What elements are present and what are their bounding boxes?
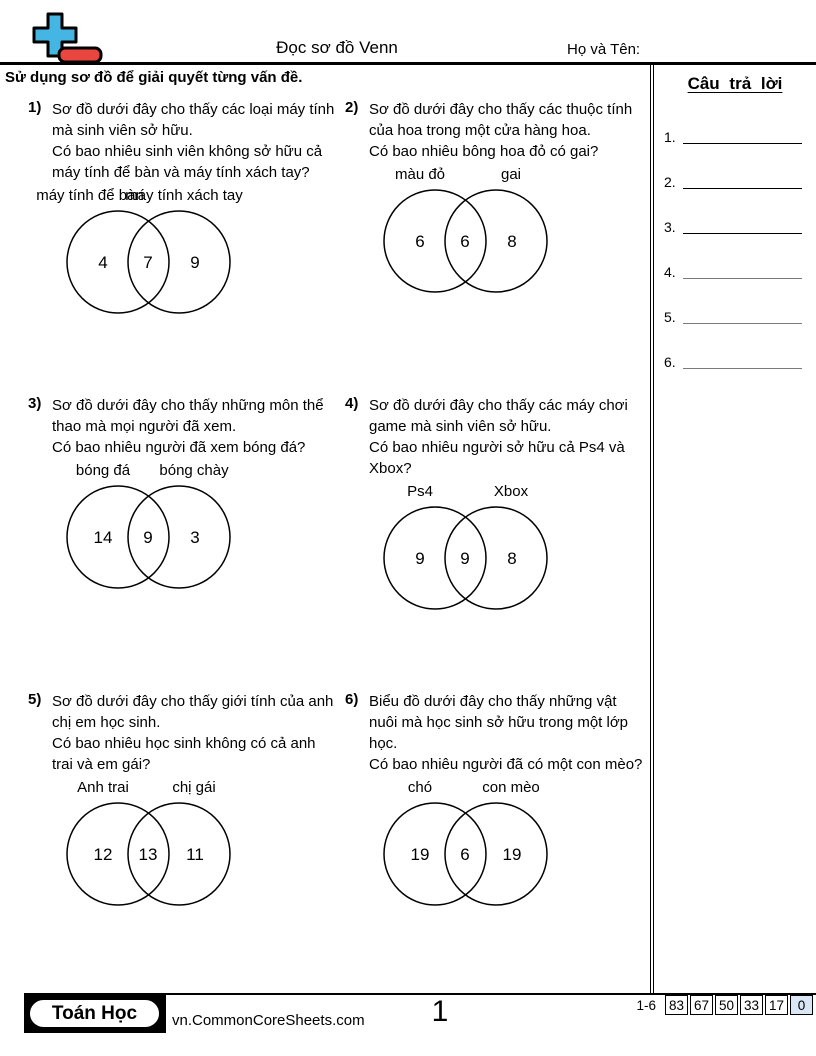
venn-left-value: 4 xyxy=(98,253,108,272)
answer-blank-field[interactable] xyxy=(683,170,802,189)
answer-number: 4. xyxy=(664,264,676,280)
venn-overlap-value: 9 xyxy=(143,528,153,547)
problem-statement: Sơ đồ dưới đây cho thấy các loại máy tính mà sinh viên sở hữu. xyxy=(52,101,335,139)
brand-label: Toán Học xyxy=(28,998,161,1029)
answer-number: 1. xyxy=(664,129,676,145)
problem-card xyxy=(28,691,345,987)
venn-diagram xyxy=(60,779,300,911)
brand-badge xyxy=(24,995,166,1033)
venn-left-value: 19 xyxy=(410,845,430,864)
problem-question: Có bao nhiêu bông hoa đỏ có gai? xyxy=(369,143,599,160)
venn-right-value: 3 xyxy=(190,528,200,547)
problem-question: Có bao nhiêu sinh viên không sở hữu cả máy tính để bàn và máy tính xách tay? xyxy=(52,143,323,181)
problem-card xyxy=(345,99,650,395)
venn-circles xyxy=(60,207,300,319)
answer-number: 5. xyxy=(664,309,676,325)
name-label: Họ và Tên: xyxy=(567,41,641,58)
answer-number: 6. xyxy=(664,354,676,370)
venn-right-label: con mèo xyxy=(482,779,540,796)
venn-circles xyxy=(60,799,300,911)
venn-overlap-value: 6 xyxy=(460,232,470,251)
venn-left-label: bóng đá xyxy=(75,462,131,479)
problem-number: 2) xyxy=(345,99,359,116)
venn-left-circle xyxy=(384,190,486,292)
answer-row xyxy=(664,305,802,324)
venn-right-label: Xbox xyxy=(493,483,529,500)
problem-card xyxy=(345,691,650,987)
venn-left-circle xyxy=(67,211,169,313)
score-cell: 67 xyxy=(690,995,713,1015)
answers-sidebar xyxy=(650,65,816,993)
score-cell: 0 xyxy=(790,995,813,1015)
venn-left-label: chó xyxy=(407,779,433,796)
problem-statement: Biểu đồ dưới đây cho thấy những vật nuôi mà học sinh sở hữu trong một lớp học. xyxy=(369,693,629,752)
problem-number: 5) xyxy=(28,691,42,708)
problem-question: Có bao nhiêu người đã xem bóng đá? xyxy=(52,439,306,456)
answers-title: Câu trả lời xyxy=(687,74,783,93)
answer-blank-field[interactable] xyxy=(683,305,802,324)
problem-card xyxy=(345,395,650,691)
venn-right-label: bóng chày xyxy=(159,462,229,479)
venn-right-label: chị gái xyxy=(172,779,216,796)
answer-row xyxy=(664,170,802,189)
commoncoresheets-logo-icon xyxy=(20,10,104,69)
answer-blank-field[interactable] xyxy=(683,350,802,369)
instruction-text: Sử dụng sơ đồ để giải quyết từng vấn đề. xyxy=(5,69,303,86)
venn-left-circle xyxy=(384,507,486,609)
venn-circles xyxy=(377,799,617,911)
venn-overlap-value: 13 xyxy=(138,845,158,864)
venn-left-circle xyxy=(67,486,169,588)
venn-diagram xyxy=(377,779,617,911)
venn-left-value: 9 xyxy=(415,549,425,568)
venn-circles xyxy=(377,503,617,615)
venn-right-value: 8 xyxy=(507,232,517,251)
problem-number: 4) xyxy=(345,395,359,412)
venn-left-value: 12 xyxy=(93,845,113,864)
problem-statement: Sơ đồ dưới đây cho thấy các máy chơi game mà sinh viên sở hữu. xyxy=(369,397,628,435)
venn-right-label: gai xyxy=(500,166,522,183)
venn-left-label: Ps4 xyxy=(407,483,433,500)
problem-number: 1) xyxy=(28,99,42,116)
problem-question: Có bao nhiêu người đã có một con mèo? xyxy=(369,756,643,773)
answer-row xyxy=(664,125,802,144)
page-number: 1 xyxy=(431,995,449,1028)
problem-number: 3) xyxy=(28,395,42,412)
answer-number: 3. xyxy=(664,219,676,235)
answer-row xyxy=(664,215,802,234)
venn-diagram xyxy=(60,462,300,594)
venn-right-value: 9 xyxy=(190,253,200,272)
answer-blank-field[interactable] xyxy=(683,125,802,144)
answer-row xyxy=(664,260,802,279)
problems-grid xyxy=(0,99,650,987)
venn-overlap-value: 9 xyxy=(460,549,470,568)
score-cell: 17 xyxy=(765,995,788,1015)
answer-blank-field[interactable] xyxy=(683,215,802,234)
problem-question: Có bao nhiêu học sinh không có cả anh trai và em gái? xyxy=(52,735,316,773)
problem-question: Có bao nhiêu người sở hữu cả Ps4 và Xbox? xyxy=(369,439,625,477)
venn-right-value: 8 xyxy=(507,549,517,568)
venn-left-circle xyxy=(384,803,486,905)
venn-right-value: 11 xyxy=(186,845,204,864)
score-range-label: 1-6 xyxy=(636,997,656,1013)
problem-card xyxy=(28,395,345,691)
venn-diagram xyxy=(377,166,617,298)
venn-right-label: máy tính xách tay xyxy=(125,187,243,204)
score-cell: 33 xyxy=(740,995,763,1015)
venn-left-label: Anh trai xyxy=(77,779,129,796)
answer-blank-field[interactable] xyxy=(683,260,802,279)
problem-card xyxy=(28,99,345,395)
venn-diagram xyxy=(36,187,300,319)
venn-overlap-value: 6 xyxy=(460,845,470,864)
score-cell: 83 xyxy=(665,995,688,1015)
venn-left-label: màu đỏ xyxy=(394,166,446,183)
answer-row xyxy=(664,350,802,369)
problem-number: 6) xyxy=(345,691,359,708)
problem-statement: Sơ đồ dưới đây cho thấy các thuộc tính của hoa trong một cửa hàng hoa. xyxy=(369,101,633,139)
venn-circles xyxy=(60,482,300,594)
venn-circles xyxy=(377,186,617,298)
venn-left-value: 14 xyxy=(93,528,113,547)
venn-diagram xyxy=(377,483,617,615)
problem-statement: Sơ đồ dưới đây cho thấy những môn thể thao mà mọi người đã xem. xyxy=(52,397,324,435)
website-url: vn.CommonCoreSheets.com xyxy=(172,1012,365,1029)
problem-statement: Sơ đồ dưới đây cho thấy giới tính của anh chị em học sinh. xyxy=(52,693,334,731)
venn-right-value: 19 xyxy=(502,845,522,864)
answer-number: 2. xyxy=(664,174,676,190)
score-table xyxy=(636,995,813,1015)
venn-overlap-value: 7 xyxy=(143,253,153,272)
score-cell: 50 xyxy=(715,995,738,1015)
venn-left-value: 6 xyxy=(415,232,425,251)
venn-left-label: máy tính để bàn xyxy=(36,187,144,204)
page-title: Đọc sơ đồ Venn xyxy=(276,38,398,57)
